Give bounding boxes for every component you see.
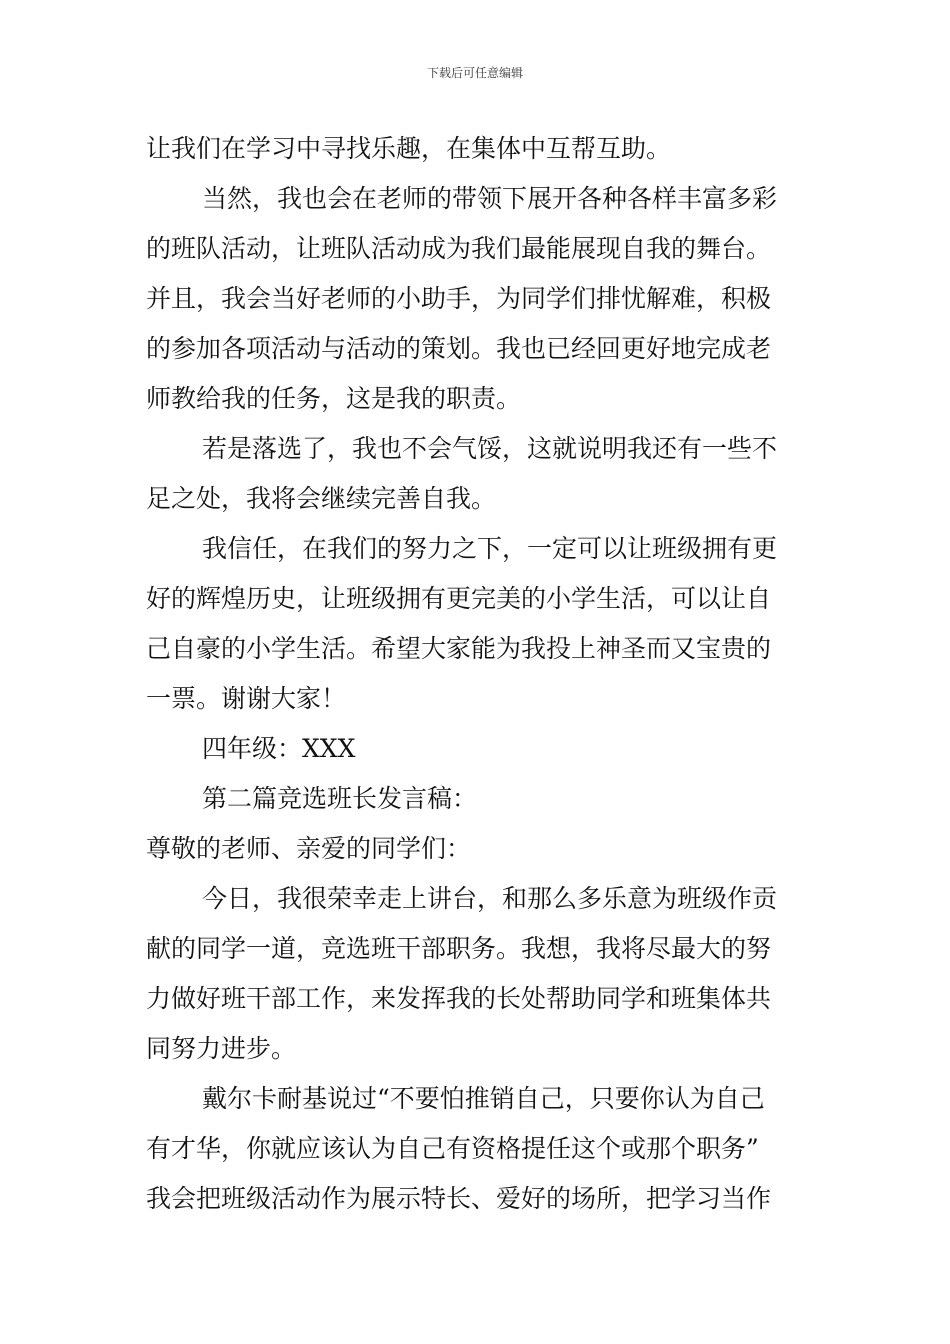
text-line: 同努力进步。 <box>146 1034 297 1063</box>
text-line: 当然，我也会在老师的带领下展开各种各样丰富多彩 <box>202 184 778 213</box>
text-line: 己自豪的小学生活。希望大家能为我投上神圣而又宝贵的 <box>146 634 772 663</box>
section-title: 第二篇竞选班长发言稿： <box>202 784 478 813</box>
text-line: 献的同学一道，竞选班干部职务。我想，我将尽最大的努 <box>146 934 772 963</box>
text-line: 好的辉煌历史，让班级拥有更完美的小学生活，可以让自 <box>146 584 772 613</box>
text-line: 有才华，你就应该认为自己有资格提任这个或那个职务” <box>146 1134 759 1163</box>
text-line: 今日，我很荣幸走上讲台，和那么多乐意为班级作贡 <box>202 884 778 913</box>
signature-line: 四年级：XXX <box>202 734 356 763</box>
text-line: 的班队活动，让班队活动成为我们最能展现自我的舞台。 <box>146 234 772 263</box>
text-line: 若是落选了，我也不会气馁，这就说明我还有一些不 <box>202 434 778 463</box>
page-header: 下载后可任意编辑 <box>426 66 523 80</box>
text-line: 足之处，我将会继续完善自我。 <box>146 484 497 513</box>
text-line: 让我们在学习中寻找乐趣，在集体中互帮互助。 <box>146 134 672 163</box>
text-line: 力做好班干部工作，来发挥我的长处帮助同学和班集体共 <box>146 984 772 1013</box>
text-line: 戴尔卡耐基说过“不要怕推销自己，只要你认为自己 <box>202 1084 765 1113</box>
text-line: 一票。谢谢大家！ <box>146 684 347 713</box>
text-line: 我会把班级活动作为展示特长、爱好的场所，把学习当作 <box>146 1184 772 1213</box>
text-line: 并且，我会当好老师的小助手，为同学们排忧解难，积极 <box>146 284 772 313</box>
text-line: 我信任，在我们的努力之下，一定可以让班级拥有更 <box>202 534 778 563</box>
salutation: 尊敬的老师、亲爱的同学们： <box>146 834 472 863</box>
text-line: 的参加各项活动与活动的策划。我也已经回更好地完成老 <box>146 334 772 363</box>
text-line: 师教给我的任务，这是我的职责。 <box>146 384 522 413</box>
document-body <box>146 124 808 1224</box>
